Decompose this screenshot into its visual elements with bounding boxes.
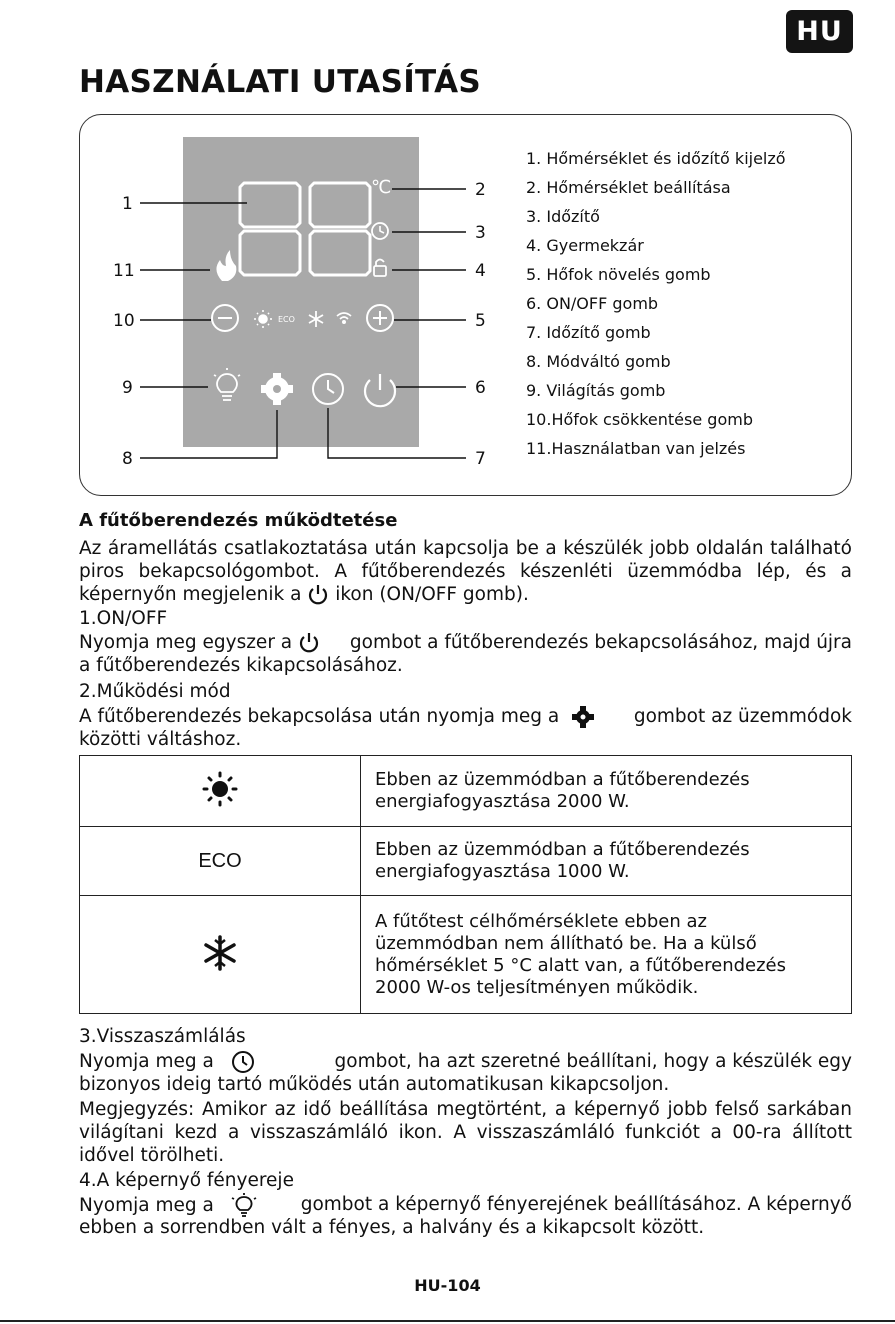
- intro-text: képernyőn megjelenik a: [79, 584, 302, 605]
- mode-description-line: A fűtőtest célhőmérséklete ebben az: [375, 910, 707, 932]
- legend-list: [526, 148, 786, 467]
- callout-6: 6: [475, 378, 486, 398]
- section-2-heading: 2.Működési mód: [79, 681, 231, 702]
- footer-divider: [0, 1320, 895, 1322]
- power-icon: [298, 632, 320, 654]
- section-3-text: gombot, ha azt szeretné beállítani, hogy a készülék egy: [334, 1051, 852, 1072]
- legend-item: 5. Hőfok növelés gomb: [526, 265, 711, 284]
- eco-text: ECO: [198, 849, 242, 872]
- mode-description-line: Ebben az üzemmódban a fűtőberendezés: [375, 769, 750, 790]
- section-1-text: a fűtőberendezés kikapcsolásához.: [79, 655, 403, 676]
- callout-10: 10: [113, 311, 135, 331]
- mode-description-cell: [361, 827, 852, 896]
- section-1-line: [79, 631, 852, 654]
- table-row: [80, 756, 852, 827]
- legend-item: 1. Hőmérséklet és időzítő kijelző: [526, 149, 786, 168]
- legend-item: 2. Hőmérséklet beállítása: [526, 178, 731, 197]
- callout-8: 8: [122, 449, 133, 469]
- legend-item: 8. Módváltó gomb: [526, 352, 671, 371]
- legend-item: 3. Időzítő: [526, 207, 600, 226]
- mode-icon-cell: [80, 756, 361, 827]
- callout-2: 2: [475, 180, 486, 200]
- section-4-text: gombot a képernyő fényerejének beállításához. A képernyő: [300, 1194, 852, 1215]
- callout-3: 3: [475, 223, 486, 243]
- mode-description-cell: [361, 756, 852, 827]
- legend-item: 9. Világítás gomb: [526, 381, 666, 400]
- mode-description-line: energiafogyasztása 2000 W.: [375, 791, 630, 812]
- callout-1: 1: [122, 194, 133, 214]
- section-4-text: Nyomja meg a: [79, 1193, 258, 1219]
- celsius-icon: ℃: [371, 177, 392, 198]
- intro-text: ikon (ON/OFF gomb).: [335, 584, 529, 605]
- section-2-line: [79, 705, 852, 729]
- intro-line-3: [79, 583, 529, 606]
- section-2-text: közötti váltáshoz.: [79, 729, 242, 750]
- mode-description-line: 2000 W-os teljesítményen működik.: [375, 976, 699, 998]
- snowflake-icon: [200, 933, 240, 973]
- legend-item: 6. ON/OFF gomb: [526, 294, 659, 313]
- mode-description-line: üzemmódban nem állítható be. Ha a külső: [375, 932, 757, 954]
- table-row: [80, 827, 852, 896]
- section-title: A fűtőberendezés működtetése: [79, 510, 398, 531]
- section-4-heading: 4.A képernyő fényereje: [79, 1170, 294, 1191]
- legend-item: 11.Használatban van jelzés: [526, 439, 746, 458]
- clock-icon: [230, 1050, 256, 1074]
- section-1-heading: 1.ON/OFF: [79, 608, 168, 629]
- mode-description-line: Ebben az üzemmódban a fűtőberendezés: [375, 839, 750, 860]
- intro-paragraph: [79, 537, 852, 583]
- section-3-note: [79, 1098, 852, 1144]
- section-3-line: [79, 1050, 852, 1074]
- gear-icon: [571, 705, 595, 729]
- eco-label: ECO: [278, 315, 295, 324]
- callout-4: 4: [475, 261, 486, 281]
- section-3-heading: 3.Visszaszámlálás: [79, 1026, 246, 1047]
- sun-icon: [200, 769, 240, 809]
- note-line: idővel törölheti.: [79, 1145, 225, 1166]
- mode-description-cell: [361, 896, 852, 1014]
- callout-9: 9: [122, 378, 133, 398]
- section-1-text: Nyomja meg egyszer a: [79, 631, 320, 654]
- mode-icon-cell: [80, 896, 361, 1014]
- table-row: [80, 896, 852, 1014]
- section-4-text: ebben a sorrendben vált a fényes, a halvány és a kikapcsolt között.: [79, 1217, 705, 1238]
- mode-description-line: hőmérséklet 5 °C alatt van, a fűtőberendezés: [375, 954, 787, 976]
- page-title: HASZNÁLATI UTASÍTÁS: [79, 64, 482, 100]
- section-1-text: gombot a fűtőberendezés bekapcsolásához, majd újra: [349, 632, 852, 653]
- page-number: HU-104: [414, 1276, 481, 1295]
- mode-icon-cell: [80, 827, 361, 896]
- mode-table: [79, 755, 852, 1014]
- section-3-text: Nyomja meg a: [79, 1050, 256, 1074]
- language-badge: HU: [786, 10, 853, 53]
- intro-line: Az áramellátás csatlakoztatása után kapcsolja be a készülék jobb oldalán található: [79, 538, 852, 559]
- intro-line: piros bekapcsológombot. A fűtőberendezés készenléti üzemmódba lép, és a: [79, 561, 852, 582]
- note-line: Megjegyzés: Amikor az idő beállítása megtörtént, a képernyő jobb felső sarkában: [79, 1099, 852, 1120]
- mode-description-line: energiafogyasztása 1000 W.: [375, 861, 630, 882]
- callout-11: 11: [113, 261, 135, 281]
- section-2-text: A fűtőberendezés bekapcsolása után nyomja meg a: [79, 705, 595, 729]
- callout-7: 7: [475, 449, 486, 469]
- section-3-text: bizonyos ideig tartó működés után automatikusan kikapcsoljon.: [79, 1074, 670, 1095]
- legend-item: 4. Gyermekzár: [526, 236, 644, 255]
- callout-5: 5: [475, 311, 486, 331]
- legend-item: 10.Hőfok csökkentése gomb: [526, 410, 753, 429]
- legend-item: 7. Időzítő gomb: [526, 323, 651, 342]
- power-icon: [307, 584, 329, 606]
- section-2-text: gombot az üzemmódok: [633, 706, 852, 727]
- note-line: világítani kezd a visszaszámláló ikon. A visszaszámláló funkciót a 00-ra állított: [79, 1122, 852, 1143]
